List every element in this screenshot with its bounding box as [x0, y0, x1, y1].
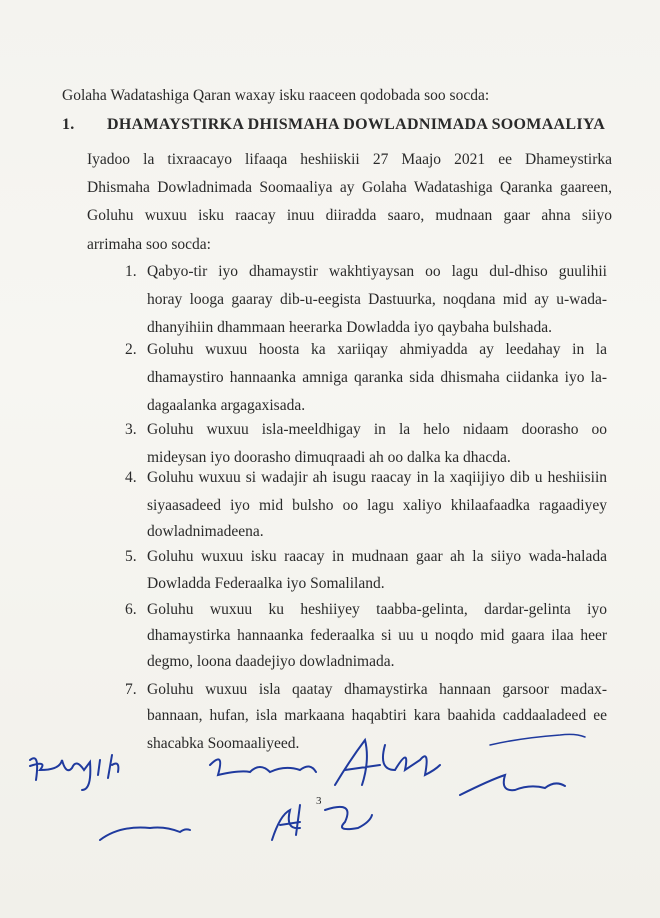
- list-item-line: siyaasadeed iyo mid bulsho oo lagu xaliyo khilaafaadka ragaadiyey: [147, 497, 607, 514]
- signature-5: [460, 775, 565, 795]
- section-number: 1.: [62, 116, 75, 133]
- page-number: 3: [316, 795, 322, 807]
- list-item-line: Qabyo-tir iyo dhamaystir wakhtiyaysan oo lagu dul-dhiso guulihii: [147, 263, 607, 280]
- list-item-number: 6.: [125, 601, 137, 618]
- list-item-line: degmo, loona daadejiyo dowladnimada.: [147, 653, 395, 670]
- list-item-line: mideysan iyo doorasho dimuqraadi ah oo dalka ka dhacda.: [147, 449, 511, 466]
- list-item-line: dowladnimadeena.: [147, 523, 264, 540]
- list-item-number: 7.: [125, 681, 137, 698]
- list-item-line: dhamaystiro hannaanka amniga qaranka sida dhismaha ciidanka iyo la-: [147, 369, 607, 386]
- list-item-line: Goluhu wuxuu si wadajir ah isugu raacay in la xaqiijiyo dib u heshiisiin: [147, 469, 607, 486]
- list-item-number: 3.: [125, 421, 137, 438]
- list-item-line: dhanyihiin dhammaan heerarka Dowladda iyo qaybaha bulshada.: [147, 319, 553, 336]
- signature-1: [30, 755, 118, 790]
- signature-3: [335, 740, 440, 785]
- list-item-line: Dowladda Federaalka iyo Somaliland.: [147, 575, 385, 592]
- paragraph-line: Dhismaha Dowladnimada Soomaaliya ay Golaha Wadatashiga Qaranka gaareen,: [87, 179, 612, 196]
- signature-4: [490, 734, 585, 745]
- signature-6: [100, 828, 190, 841]
- signature-2: [210, 759, 316, 775]
- list-item-number: 5.: [125, 548, 137, 565]
- paragraph-line: arrimaha soo socda:: [87, 236, 211, 253]
- list-item-line: dagaalanka argagaxisada.: [147, 397, 306, 414]
- list-item-number: 1.: [125, 263, 137, 280]
- list-item-line: Goluhu wuxuu isla-meeldhigay in la helo nidaam doorasho oo: [147, 421, 607, 438]
- list-item-number: 4.: [125, 469, 137, 486]
- paragraph-line: Goluhu wuxuu isku raacay inuu diiradda saaro, mudnaan gaar ahna siiyo: [87, 207, 612, 224]
- list-item-line: horay looga gaaray dib-u-eegista Dastuurka, noqdana mid ay u-wada-: [147, 291, 607, 308]
- list-item-line: dhamaystirka hannaanka federaalka si uu u noqdo mid gaara ilaa heer: [147, 627, 607, 644]
- paragraph-line: Iyadoo la tixraacayo lifaaqa heshiiskii 27 Maajo 2021 ee Dhameystirka: [87, 151, 612, 168]
- signature-7: [272, 805, 372, 840]
- list-item-number: 2.: [125, 341, 137, 358]
- intro-text: Golaha Wadatashiga Qaran waxay isku raaceen qodobada soo socda:: [62, 87, 490, 104]
- list-item-line: Goluhu wuxuu isku raacay in mudnaan gaar ah la siiyo wada-halada: [147, 548, 607, 565]
- section-title: DHAMAYSTIRKA DHISMAHA DOWLADNIMADA SOOMAALIYA: [107, 116, 606, 133]
- list-item-line: Goluhu wuxuu hoosta ka xariiqay ahmiyadda ay leedahay in la: [147, 341, 607, 358]
- list-item-line: Goluhu wuxuu isla qaatay dhamaystirka hannaan garsoor madax-: [147, 681, 607, 698]
- list-item-line: shacabka Soomaaliyeed.: [147, 735, 300, 752]
- list-item-line: Goluhu wuxuu ku heshiiyey taabba-gelinta, dardar-gelinta iyo: [147, 601, 607, 618]
- list-item-line: bannaan, hufan, isla markaana haqabtiri kara baahida caddaaladeed ee: [147, 707, 607, 724]
